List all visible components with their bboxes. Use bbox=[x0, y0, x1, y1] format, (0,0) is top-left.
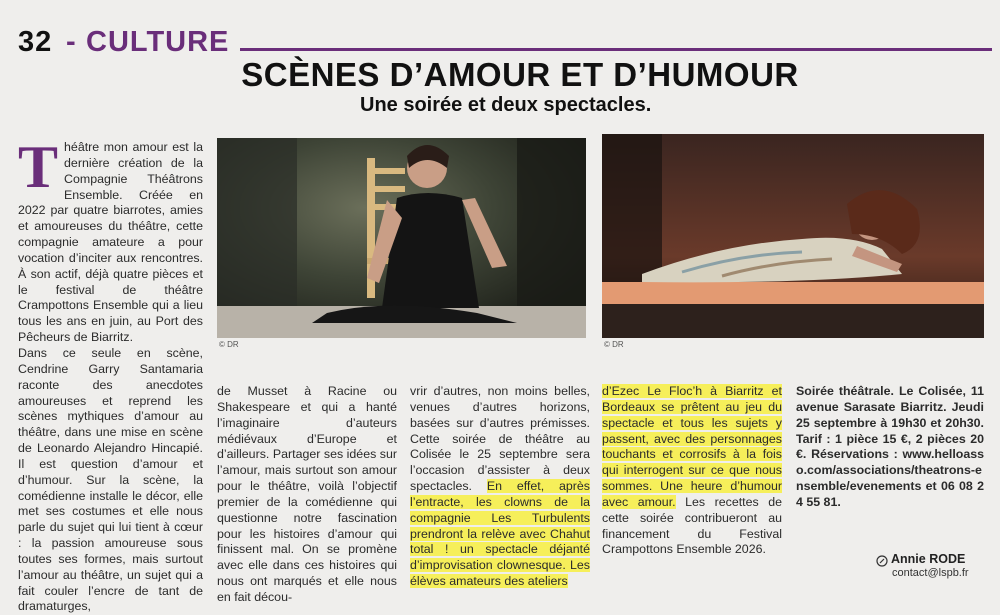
paragraph: Les recettes de cette soirée contribueront au financement du Festival Crampottons Ensemble 2026. bbox=[602, 494, 782, 557]
section-dash: - bbox=[66, 26, 76, 58]
author-name: Annie RODE bbox=[891, 552, 966, 566]
text-column-3 bbox=[410, 384, 590, 590]
text-column-4 bbox=[602, 384, 782, 558]
photo-credit: © DR bbox=[604, 340, 624, 349]
highlighted-text: En effet, après l’entracte, les clowns de la compagnie Les Turbulents prendront la relève avec Chahut total ! un spectacle déjanté d’improvisation clownesque. Les élèves amateurs des ateliers bbox=[410, 479, 590, 589]
highlighted-text: d’Ezec Le Floc’h à Biarritz et Bordeaux se prêtent au jeu du spectacle et tous les sujets y passent, avec des personnages touchants et corrosifs à la fois qui interrogent sur ce que nous sommes. Une heure d’humour avec amour. bbox=[602, 384, 782, 509]
drop-cap: T bbox=[18, 134, 59, 200]
paragraph: vrir d’autres, non moins belles, venues d’autres horizons, basées sur d’autres prémisses. Cette soirée de théâtre au Colisée le 25 septembre sera l’occasion d’assister à deux spectacles. bbox=[410, 384, 590, 494]
section-name: CULTURE bbox=[86, 26, 230, 58]
text-column-1 bbox=[18, 134, 203, 615]
author-email: contact@lspb.fr bbox=[892, 567, 969, 579]
header-rule bbox=[240, 48, 992, 51]
stage-photo-actress-seated bbox=[217, 138, 586, 338]
paragraph: de Musset à Racine ou Shakespeare et qui a hanté l’imaginaire d’auteurs médiévaux d’Europe et d’ailleurs. Partager ses idées sur l’amour, mais surtout son amour pour le théâtre, voilà l’objectif premier de la comédienne qui questionne notre fascination pour les histoires d’amour qui finissent mal. On se promène avec elle dans ces histoires qui nous ont marqués et elle nous en fait décou- bbox=[217, 384, 397, 604]
pen-icon bbox=[876, 554, 888, 566]
page-number: 32 bbox=[18, 26, 53, 58]
text-column-2 bbox=[217, 384, 397, 606]
article-title: SCÈNES D’AMOUR ET D’HUMOUR bbox=[241, 56, 799, 93]
article-subtitle: Une soirée et deux spectacles. bbox=[360, 94, 652, 116]
event-info-box bbox=[796, 384, 984, 511]
stage-photo-actress-lying bbox=[602, 134, 984, 338]
event-info-text: Soirée théâtrale. Le Colisée, 11 avenue Sarasate Biarritz. Jeudi 25 septembre à 19h30 et 20h30. Tarif : 1 pièce 15 €, 2 pièces 20 €. Réservations : www.helloasso.com/associations/theatrons-ensemble/evenements et 06 08 24 55 81. bbox=[796, 384, 984, 509]
paragraph: Dans ce seule en scène, Cendrine Garry Santamaria raconte des anecdotes amoureuses et reprend les scènes mythiques d’amour au théâtre, dans une mise en scène de Leonardo Alejandro Hincapié. Il est question d’amour et d’humour. Sur la scène, la comédienne installe le décor, elle met ses costumes et elle nous parle du sujet qui lui tient à cœur : la passion amoureuse sous toutes ses formes, mais surtout l’amour au théâtre, un sujet qui a fait couler l’encre de tant de dramaturges, bbox=[18, 345, 203, 614]
intro-paragraph: héâtre mon amour est la dernière création de la Compagnie Théâtrons Ensemble. Créée en 2022 par quatre biarrotes, amies et amoureuses du théâtre, cette compagnie amateure a pour vocation d’inciter aux rencontres. À son actif, déjà quatre pièces et le festival de théâtre Crampottons Ensemble qui a lieu tous les ans en juin, au Port des Pêcheurs de Biarritz. bbox=[18, 140, 203, 345]
photo-credit: © DR bbox=[219, 340, 239, 349]
